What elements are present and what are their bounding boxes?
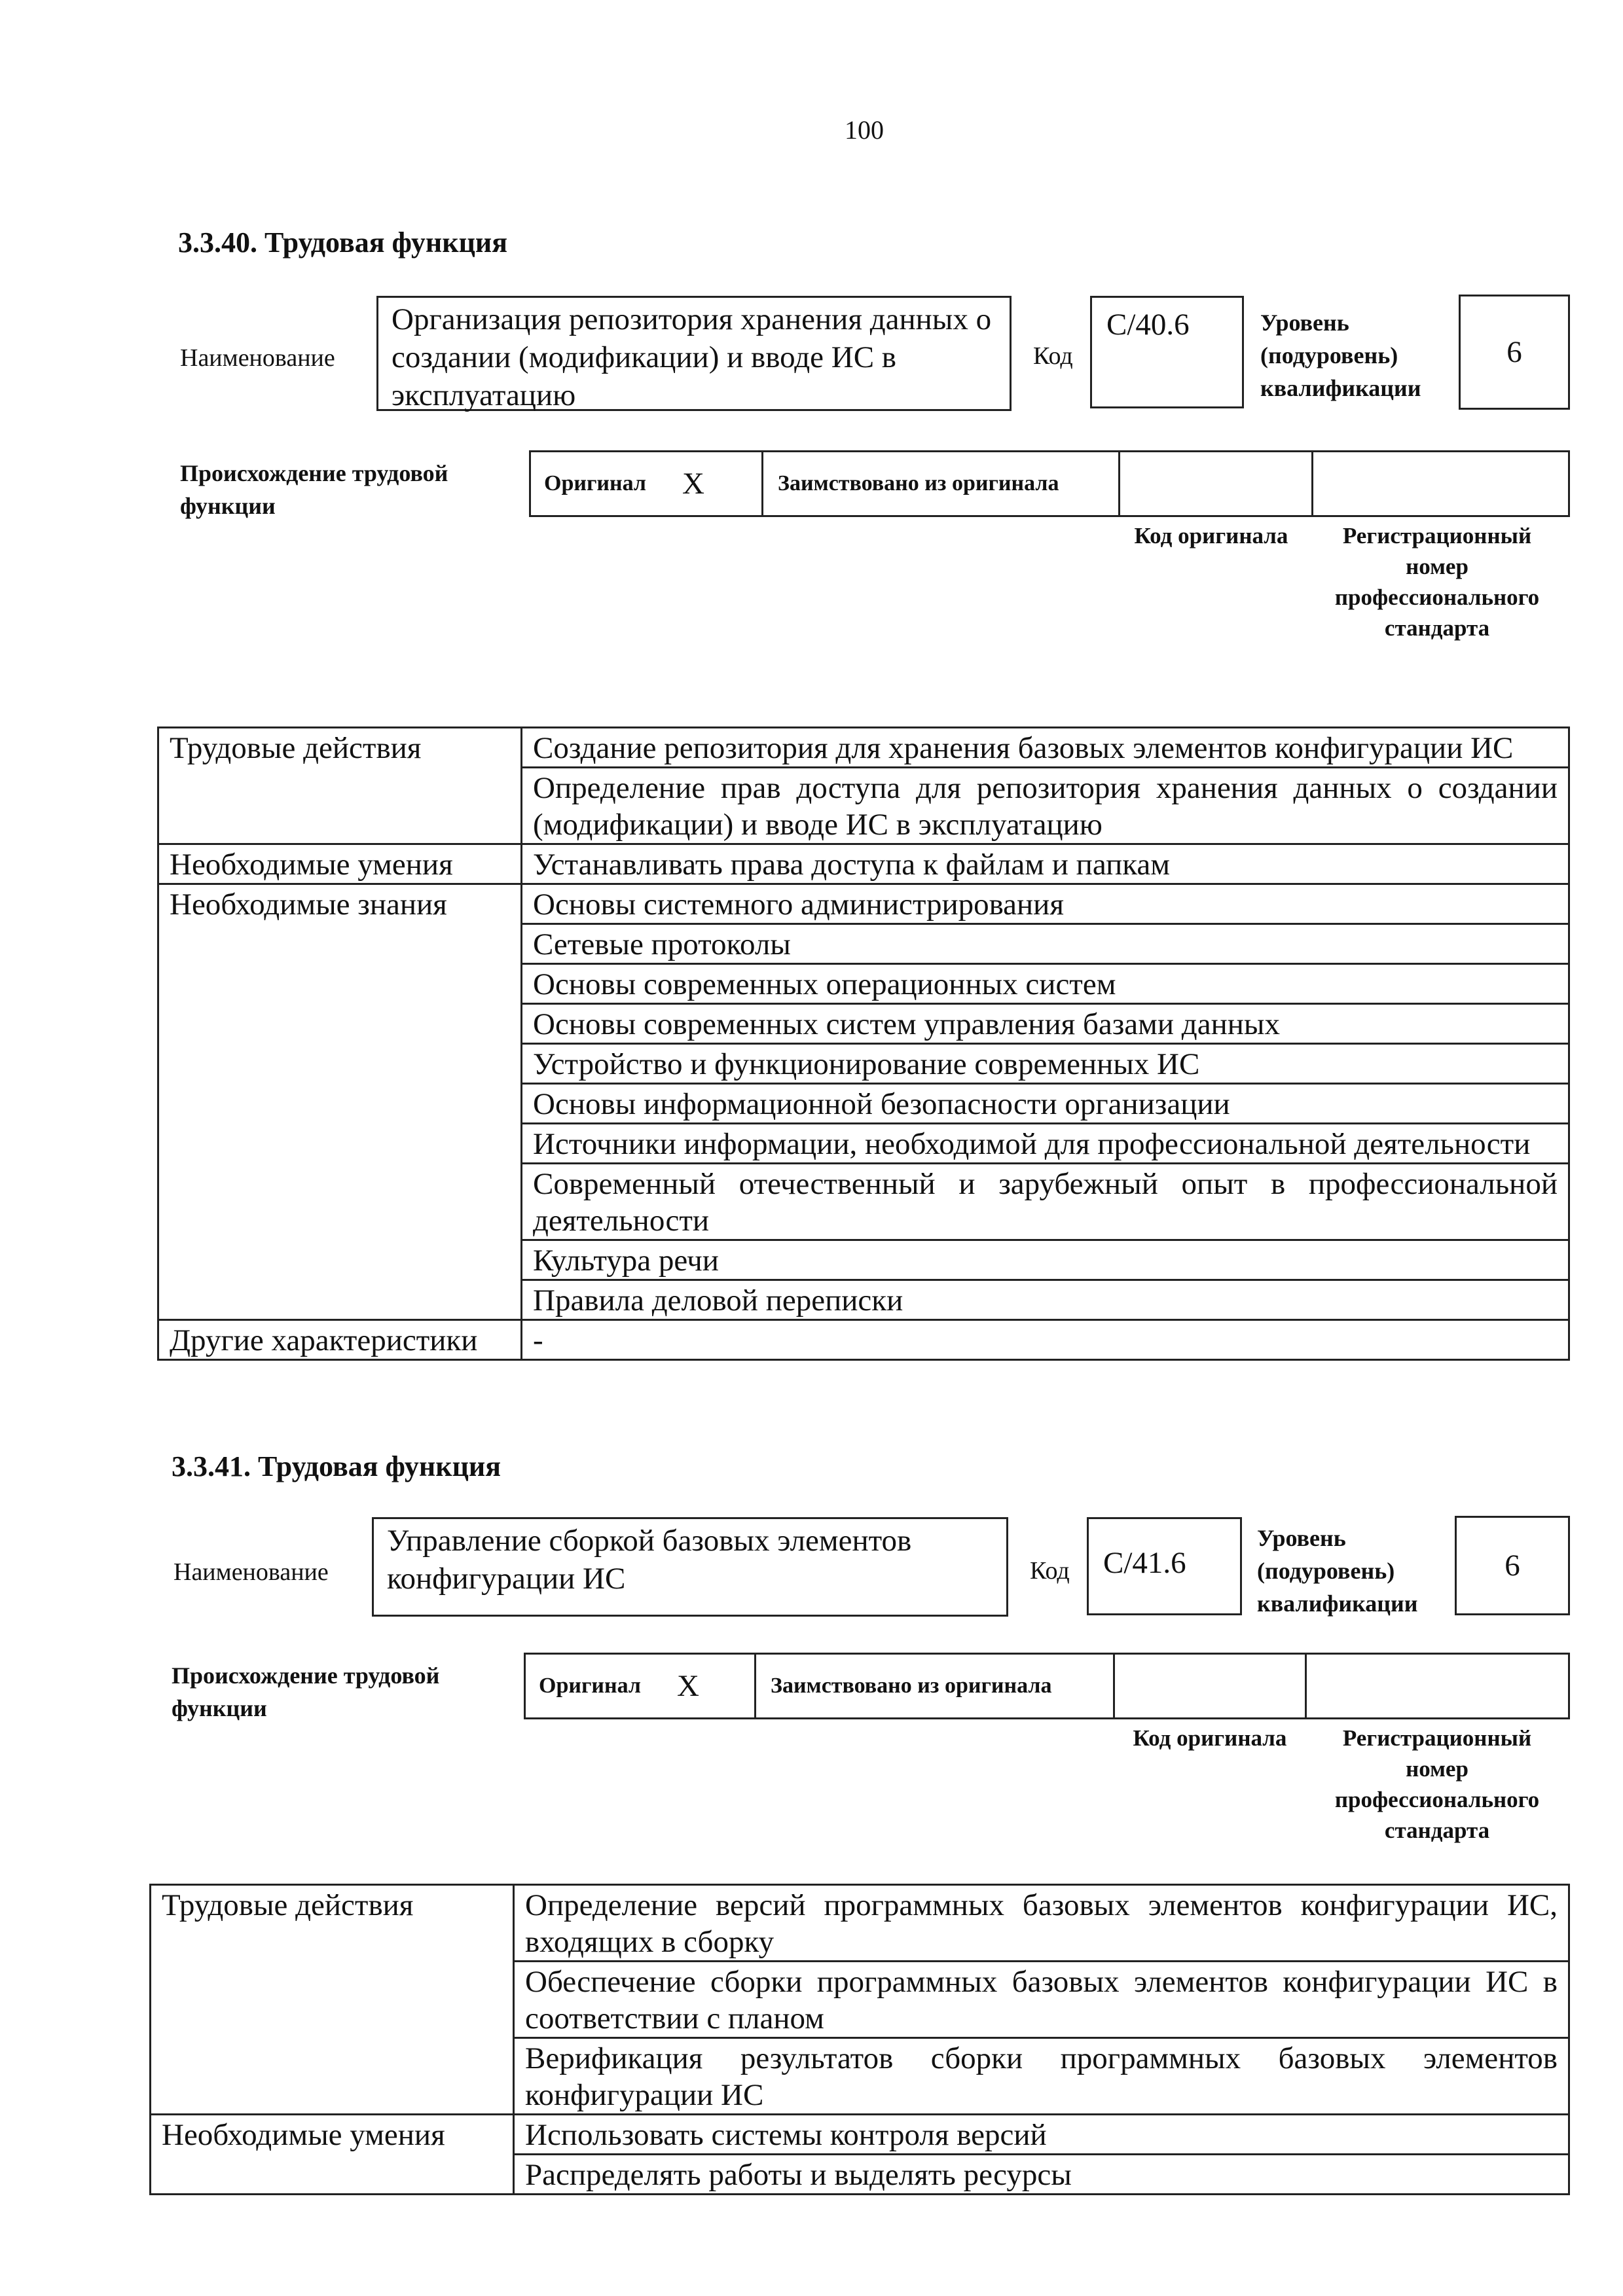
code-label: Код: [1030, 1557, 1070, 1585]
original-cell: [531, 452, 763, 515]
code-box: [1087, 1517, 1242, 1615]
code-box: [1090, 296, 1244, 408]
row-value: Верификация результатов сборки программных базовых элементов конфигурации ИС: [514, 2038, 1569, 2115]
code-label: Код: [1033, 342, 1073, 370]
row-value: Использовать системы контроля версий: [514, 2115, 1569, 2155]
row-header: Трудовые действия: [158, 728, 522, 844]
row-value: -: [522, 1320, 1569, 1360]
row-value: Создание репозитория для хранения базовых элементов конфигурации ИС: [522, 728, 1569, 768]
section-title: 3.3.41. Трудовая функция: [172, 1450, 501, 1482]
original-label: Оригинал: [544, 471, 646, 495]
row-value: Основы системного администрирования: [522, 884, 1569, 924]
borrowed-cell: [756, 1655, 1115, 1717]
code-original-cell: [1115, 1655, 1307, 1717]
table-row: [151, 2115, 1569, 2155]
function-name: Управление сборкой базовых элементов конфигурации ИС: [387, 1524, 912, 1596]
reg-number-cell: [1307, 1655, 1568, 1717]
row-value: Культура речи: [522, 1240, 1569, 1280]
table-row: [158, 728, 1569, 768]
row-value: Современный отечественный и зарубежный опыт в профессиональной деятельности: [522, 1164, 1569, 1240]
row-value: Основы современных операционных систем: [522, 964, 1569, 1004]
origin-label: Происхождение трудовой функции: [180, 460, 448, 519]
row-value: Основы современных систем управления базами данных: [522, 1004, 1569, 1044]
level-box: [1459, 295, 1570, 410]
table-row: [158, 884, 1569, 924]
code-original-caption: Код оригинала: [1133, 1725, 1287, 1751]
row-value: Распределять работы и выделять ресурсы: [514, 2155, 1569, 2195]
reg-number-caption: Регистрационный номер профессионального стандарта: [1334, 523, 1540, 641]
borrowed-label: Заимствовано из оригинала: [771, 1674, 1052, 1698]
row-value: Правила деловой переписки: [522, 1280, 1569, 1320]
page-number: 100: [845, 115, 884, 145]
reg-number-caption: Регистрационный номер профессионального стандарта: [1334, 1725, 1540, 1843]
row-value: Основы информационной безопасности организации: [522, 1084, 1569, 1124]
code-value: C/41.6: [1103, 1546, 1186, 1580]
origin-table: [529, 450, 1570, 517]
level-value: 6: [1504, 1549, 1520, 1583]
function-name-box: [376, 296, 1012, 411]
reg-number-cell: [1313, 452, 1568, 515]
code-original-caption: Код оригинала: [1134, 523, 1288, 548]
level-label: Уровень (подуровень) квалификации: [1257, 1525, 1418, 1617]
code-original-cell: [1120, 452, 1313, 515]
table-row: [151, 1885, 1569, 1962]
function-name: Организация репозитория хранения данных о создании (модификации) и вводе ИС в эксплуатацию: [392, 302, 992, 412]
level-box: [1455, 1516, 1570, 1615]
origin-table: [524, 1653, 1570, 1719]
level-value: 6: [1506, 335, 1522, 369]
name-label: Наименование: [173, 1558, 329, 1586]
function-details-table: [149, 1884, 1570, 2195]
function-name-box: [372, 1517, 1008, 1617]
borrowed-cell: [763, 452, 1120, 515]
code-value: C/40.6: [1106, 308, 1190, 342]
row-header: Другие характеристики: [158, 1320, 522, 1360]
row-header: Необходимые умения: [151, 2115, 514, 2195]
level-label: Уровень (подуровень) квалификации: [1260, 310, 1421, 401]
function-details-table: [157, 726, 1570, 1361]
row-header: Трудовые действия: [151, 1885, 514, 2115]
row-value: Обеспечение сборки программных базовых элементов конфигурации ИС в соответствии с планом: [514, 1962, 1569, 2038]
row-value: Источники информации, необходимой для профессиональной деятельности: [522, 1124, 1569, 1164]
row-header: Необходимые умения: [158, 844, 522, 884]
row-value: Сетевые протоколы: [522, 924, 1569, 964]
original-cell: [526, 1655, 756, 1717]
name-label: Наименование: [180, 344, 335, 372]
row-value: Устройство и функционирование современных ИС: [522, 1044, 1569, 1084]
original-mark: X: [682, 467, 704, 501]
original-label: Оригинал: [539, 1674, 641, 1698]
row-value: Определение прав доступа для репозитория хранения данных о создании (модификации) и вводе ИС в эксплуатацию: [522, 768, 1569, 844]
row-header: Необходимые знания: [158, 884, 522, 1320]
borrowed-label: Заимствовано из оригинала: [778, 471, 1059, 495]
table-row: [158, 1320, 1569, 1360]
origin-label: Происхождение трудовой функции: [172, 1662, 440, 1721]
section-title: 3.3.40. Трудовая функция: [178, 226, 508, 259]
row-value: Определение версий программных базовых элементов конфигурации ИС, входящих в сборку: [514, 1885, 1569, 1962]
row-value: Устанавливать права доступа к файлам и папкам: [522, 844, 1569, 884]
table-row: [158, 844, 1569, 884]
original-mark: X: [676, 1669, 699, 1703]
